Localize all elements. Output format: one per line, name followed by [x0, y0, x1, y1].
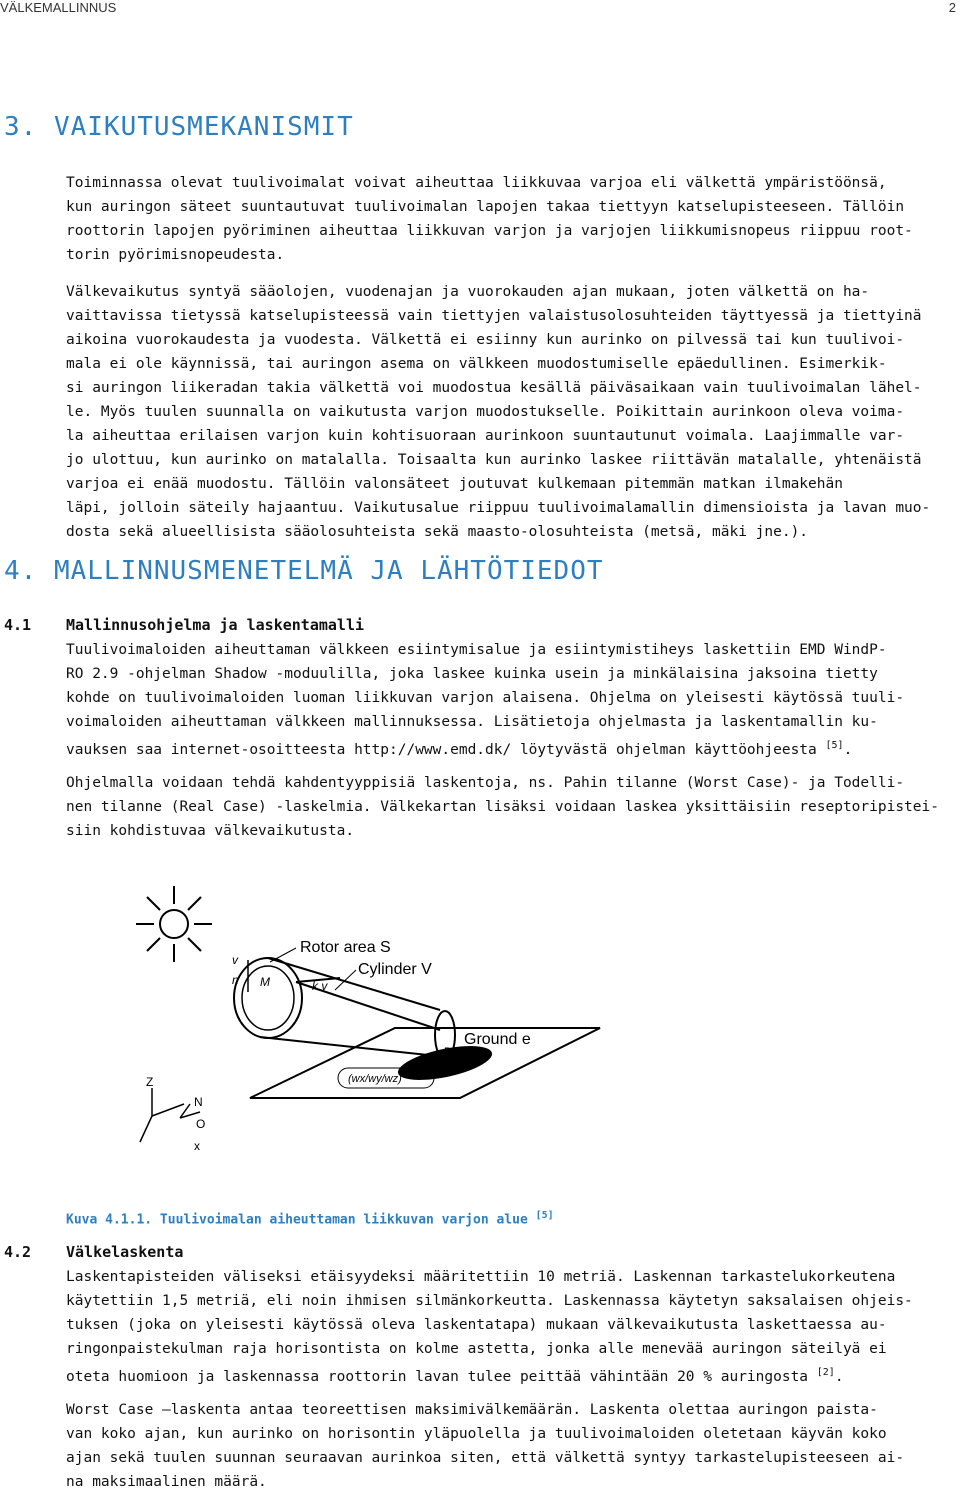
- text-line: kohde on tuulivoimaloiden luoman liikkuvan varjon alaisena. Ohjelma on yleisesti käytössä tuuli-: [66, 690, 905, 706]
- text-line: varjoa ei enää muodostu. Tällöin valonsäteet joutuvat kulkemaan pitemmän matkan ilmakehän: [66, 476, 843, 492]
- section-3-paragraph-2: [66, 280, 946, 544]
- text-line: Tuulivoimaloiden aiheuttaman välkkeen esiintymisalue ja esiintymistiheys laskettiin EMD WindP-: [66, 642, 887, 658]
- text-line: ajan sekä tuulen suunnan seuraavan aurinkoa siten, että välkettä syntyy tarkastelupisteeseen ai-: [66, 1450, 905, 1466]
- text-line: läpi, jolloin säteily hajaantuu. Vaikutusalue riippuu tuulivoimalamallin dimensioista ja lavan muo-: [66, 500, 931, 516]
- text-line: RO 2.9 -ohjelman Shadow -moduulilla, joka laskee kuinka usein ja minkälaisina jaksoina tietty: [66, 666, 878, 682]
- coordinate-axes: [140, 1088, 200, 1142]
- label-ground: Ground e: [464, 1031, 531, 1048]
- text-line: si auringon liikeradan takia välkettä voi muodostua kesällä päiväsaikaan vain tuulivoimalan lähel-: [66, 380, 922, 396]
- subsection-4-2-heading: [4, 1243, 183, 1261]
- period: .: [834, 1368, 844, 1385]
- shadow-diagram: [100, 880, 620, 1180]
- text-line: käytettiin 1,5 metriä, eli noin ihmisen silmänkorkeutta. Laskennassa käytetyn saksalaisen ohjeis-: [66, 1293, 913, 1309]
- reference-marker: [5]: [535, 1210, 554, 1221]
- text-line: Worst Case –laskenta antaa teoreettisen maksimivälkemäärän. Laskenta olettaa auringon paista-: [66, 1402, 878, 1418]
- text-line: nen tilanne (Real Case) -laskelmia. Välkekartan lisäksi voidaan laskea yksittäisiin reseptoripistei-: [66, 799, 939, 815]
- period: .: [843, 741, 853, 758]
- label-x: x: [194, 1139, 200, 1153]
- reference-marker: [5]: [825, 740, 844, 751]
- label-nn: N: [194, 1095, 203, 1109]
- subsection-4-1-heading: [4, 616, 364, 634]
- text-line: na maksimaalinen määrä.: [66, 1474, 267, 1490]
- label-m: M: [260, 975, 270, 989]
- subsection-4-1-paragraph-2: [66, 771, 946, 843]
- label-b: B: [443, 1045, 452, 1059]
- caption-text: Kuva 4.1.1. Tuulivoimalan aiheuttaman liikkuvan varjon alue: [66, 1212, 536, 1228]
- text-line: vaittavissa tietyssä katselupisteessä vain tiettyjen valaistusolosuhteiden täyttyessä ja tiettyinä: [66, 308, 922, 324]
- text-line: tuksen (joka on yleisesti käytössä oleva laskentatapa) mukaan välkevaikutusta laskettaessa au-: [66, 1317, 887, 1333]
- text-line: Välkevaikutus syntyä sääolojen, vuodenajan ja vuorokauden ajan mukaan, joten välkettä on ha-: [66, 284, 870, 300]
- text-line: van koko ajan, kun aurinko on horisontin yläpuolella ja tuulivoimaloiden oletetaan käyvän koko: [66, 1426, 887, 1442]
- text-line: [66, 1361, 946, 1389]
- label-n: n: [232, 973, 239, 987]
- text-line: ringonpaistekulman raja horisontista on kolme astetta, jonka alle menevää auringon säteilyä ei: [66, 1341, 887, 1357]
- text-line: aikoina vuorokaudesta ja vuodesta. Välkettä ei esiinny kun aurinko on pilvessä tai kun tuulivoi-: [66, 332, 905, 348]
- label-cylinder: Cylinder V: [358, 961, 432, 978]
- page-number: 2: [948, 0, 956, 15]
- text-line: jo ulottuu, kun aurinko on matalalla. Toisaalta kun aurinko laskee riittävän matalalle, yhtenäistä: [66, 452, 922, 468]
- running-header-title: VÄLKEMALLINNUS: [0, 0, 117, 15]
- section-4-heading: 4. MALLINNUSMENETELMÄ JA LÄHTÖTIEDOT: [4, 556, 604, 586]
- section-3-paragraph-1: [66, 171, 946, 267]
- text-line: siin kohdistuvaa välkevaikutusta.: [66, 823, 355, 839]
- subsection-4-2-paragraph-1: [66, 1265, 946, 1389]
- subsection-title: Mallinnusohjelma ja laskentamalli: [66, 616, 365, 634]
- text-line: torin pyörimisnopeudesta.: [66, 247, 285, 263]
- figure-caption: [66, 1210, 554, 1227]
- text-line: roottorin lapojen pyöriminen aiheuttaa liikkuvan varjon ja varjojen liikkumisnopeus riippuu root-: [66, 223, 913, 239]
- text-line: le. Myös tuulen suunnalla on vaikutusta varjon muodostukselle. Poikittain aurinkoon oleva voima-: [66, 404, 905, 420]
- text-line: [66, 734, 946, 762]
- text-line: voimaloiden aiheuttaman välkkeen mallinnuksessa. Lisätietoja ohjelmasta ja laskentamallin ku-: [66, 714, 878, 730]
- label-z: Z: [146, 1075, 154, 1089]
- reference-marker: [2]: [816, 1367, 835, 1378]
- text-line: la aiheuttaa erilaisen varjon kuin kohtisuoraan aurinkoon suuntautunut voimala. Laajimmalle var-: [66, 428, 905, 444]
- label-v: v: [232, 953, 238, 967]
- subsection-number: 4.1: [4, 616, 32, 634]
- label-w: (wx/wy/wz): [348, 1073, 402, 1085]
- text-line: Laskentapisteiden väliseksi etäisyydeksi määritettiin 10 metriä. Laskennan tarkastelukorkeutena: [66, 1269, 896, 1285]
- text-line-content: oteta huomioon ja laskennassa roottorin lavan tulee peittää vähintään 20 % auringosta: [66, 1368, 817, 1385]
- text-line: Toiminnassa olevat tuulivoimalat voivat aiheuttaa liikkuvaa varjoa eli välkettä ympäristöönsä,: [66, 175, 887, 191]
- sun-icon: [136, 886, 212, 962]
- label-o: O: [196, 1117, 206, 1131]
- text-line: Ohjelmalla voidaan tehdä kahdentyyppisiä laskentoja, ns. Pahin tilanne (Worst Case)- ja Todelli-: [66, 775, 905, 791]
- section-3-heading: 3. VAIKUTUSMEKANISMIT: [4, 112, 354, 142]
- subsection-title: Välkelaskenta: [66, 1243, 184, 1261]
- text-line-content: vauksen saa internet-osoitteesta http://www.emd.dk/ löytyvästä ohjelman käyttöohjeesta: [66, 741, 826, 758]
- label-rotor-area: Rotor area S: [300, 939, 391, 956]
- subsection-number: 4.2: [4, 1243, 32, 1261]
- subsection-4-1-paragraph-1: [66, 638, 946, 762]
- label-kv: k v: [312, 979, 328, 993]
- text-line: kun auringon säteet suuntautuvat tuulivoimalan lapojen takaa tiettyyn katselupisteeseen. Tällöin: [66, 199, 905, 215]
- subsection-4-2-paragraph-2: [66, 1398, 946, 1494]
- text-line: dosta sekä alueellisista sääolosuhteista sekä maasto-olosuhteista (metsä, mäki jne.).: [66, 524, 809, 540]
- text-line: mala ei ole käynnissä, tai auringon asema on välkkeen muodostumiselle epäedullinen. Esimerkik-: [66, 356, 887, 372]
